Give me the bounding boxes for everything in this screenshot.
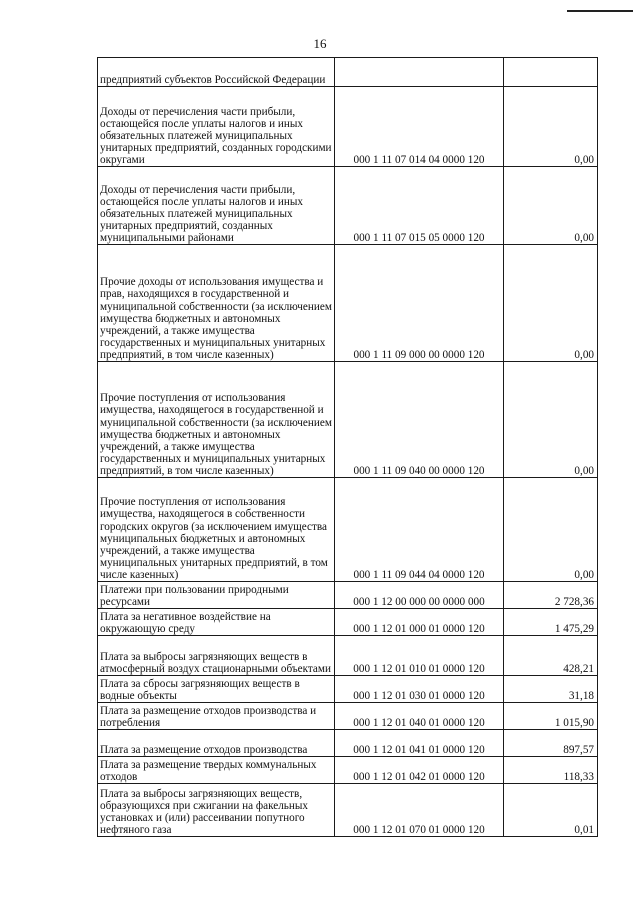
table-row — [98, 167, 598, 245]
row-code: 000 1 12 01 041 01 0000 120 — [335, 730, 504, 757]
row-name: Плата за негативное воздействие на окружающую среду — [98, 609, 335, 636]
row-code: 000 1 12 01 042 01 0000 120 — [335, 757, 504, 784]
row-code: 000 1 11 07 014 04 0000 120 — [335, 87, 504, 167]
table-row — [98, 245, 598, 362]
row-name: Плата за размещение твердых коммунальных отходов — [98, 757, 335, 784]
table-row — [98, 730, 598, 757]
row-code: 000 1 12 01 030 01 0000 120 — [335, 676, 504, 703]
row-name: Доходы от перечисления части прибыли, остающейся после уплаты налогов и иных обязательных платежей муниципальных унитарных предприятий, созданных муниципальными районами — [98, 167, 335, 245]
row-code — [335, 58, 504, 87]
row-name: предприятий субъектов Российской Федерации — [98, 58, 335, 87]
table-row — [98, 703, 598, 730]
row-name: Прочие поступления от использования имущества, находящегося в государственной и муниципальной собственности (за исключением имущества бюджетных и автономных учреждений, а также имущества государственных и муниципальных унитарных предприятий, в том числе казенных) — [98, 362, 335, 478]
table-row — [98, 757, 598, 784]
row-name: Плата за выбросы загрязняющих веществ в атмосферный воздух стационарными объектами — [98, 636, 335, 676]
row-name: Плата за выбросы загрязняющих веществ, образующихся при сжигании на факельных установках и (или) рассеивании попутного нефтяного газа — [98, 784, 335, 837]
table-row — [98, 676, 598, 703]
table-row — [98, 784, 598, 837]
row-amount: 897,57 — [504, 730, 598, 757]
page-number: 16 — [313, 36, 327, 51]
row-code: 000 1 11 07 015 05 0000 120 — [335, 167, 504, 245]
row-code: 000 1 11 09 000 00 0000 120 — [335, 245, 504, 362]
row-name: Плата за размещение отходов производства и потребления — [98, 703, 335, 730]
table-row — [98, 609, 598, 636]
row-code: 000 1 12 01 070 01 0000 120 — [335, 784, 504, 837]
row-name: Плата за сбросы загрязняющих веществ в водные объекты — [98, 676, 335, 703]
row-name: Доходы от перечисления части прибыли, остающейся после уплаты налогов и иных обязательных платежей муниципальных унитарных предприятий, созданных городскими округами — [98, 87, 335, 167]
row-amount: 0,00 — [504, 478, 598, 582]
row-name: Прочие доходы от использования имущества и прав, находящихся в государственной и муниципальной собственности (за исключением имущества бюджетных и автономных учреждений, а также имущества государственных и муниципальных унитарных предприятий, в том числе казенных) — [98, 245, 335, 362]
row-amount: 1 475,29 — [504, 609, 598, 636]
row-code: 000 1 11 09 040 00 0000 120 — [335, 362, 504, 478]
row-amount: 0,00 — [504, 167, 598, 245]
revenue-table — [97, 57, 598, 837]
row-amount: 31,18 — [504, 676, 598, 703]
table-row — [98, 87, 598, 167]
row-name: Прочие поступления от использования имущества, находящегося в собственности городских округов (за исключением имущества муниципальных бюджетных и автономных учреждений, а также имущества муниципальных унитарных предприятий, в том числе казенных) — [98, 478, 335, 582]
row-amount: 0,01 — [504, 784, 598, 837]
row-amount: 428,21 — [504, 636, 598, 676]
row-amount: 0,00 — [504, 245, 598, 362]
row-amount — [504, 58, 598, 87]
row-code: 000 1 12 01 010 01 0000 120 — [335, 636, 504, 676]
row-code: 000 1 11 09 044 04 0000 120 — [335, 478, 504, 582]
row-name: Платежи при пользовании природными ресурсами — [98, 582, 335, 609]
row-name: Плата за размещение отходов производства — [98, 730, 335, 757]
row-amount: 0,00 — [504, 362, 598, 478]
table-row — [98, 478, 598, 582]
top-edge-line — [567, 10, 633, 12]
table-row — [98, 362, 598, 478]
row-amount: 1 015,90 — [504, 703, 598, 730]
table-row — [98, 582, 598, 609]
row-amount: 118,33 — [504, 757, 598, 784]
row-code: 000 1 12 01 000 01 0000 120 — [335, 609, 504, 636]
row-code: 000 1 12 00 000 00 0000 000 — [335, 582, 504, 609]
row-amount: 0,00 — [504, 87, 598, 167]
table-row — [98, 636, 598, 676]
row-amount: 2 728,36 — [504, 582, 598, 609]
row-code: 000 1 12 01 040 01 0000 120 — [335, 703, 504, 730]
table-row — [98, 58, 598, 87]
